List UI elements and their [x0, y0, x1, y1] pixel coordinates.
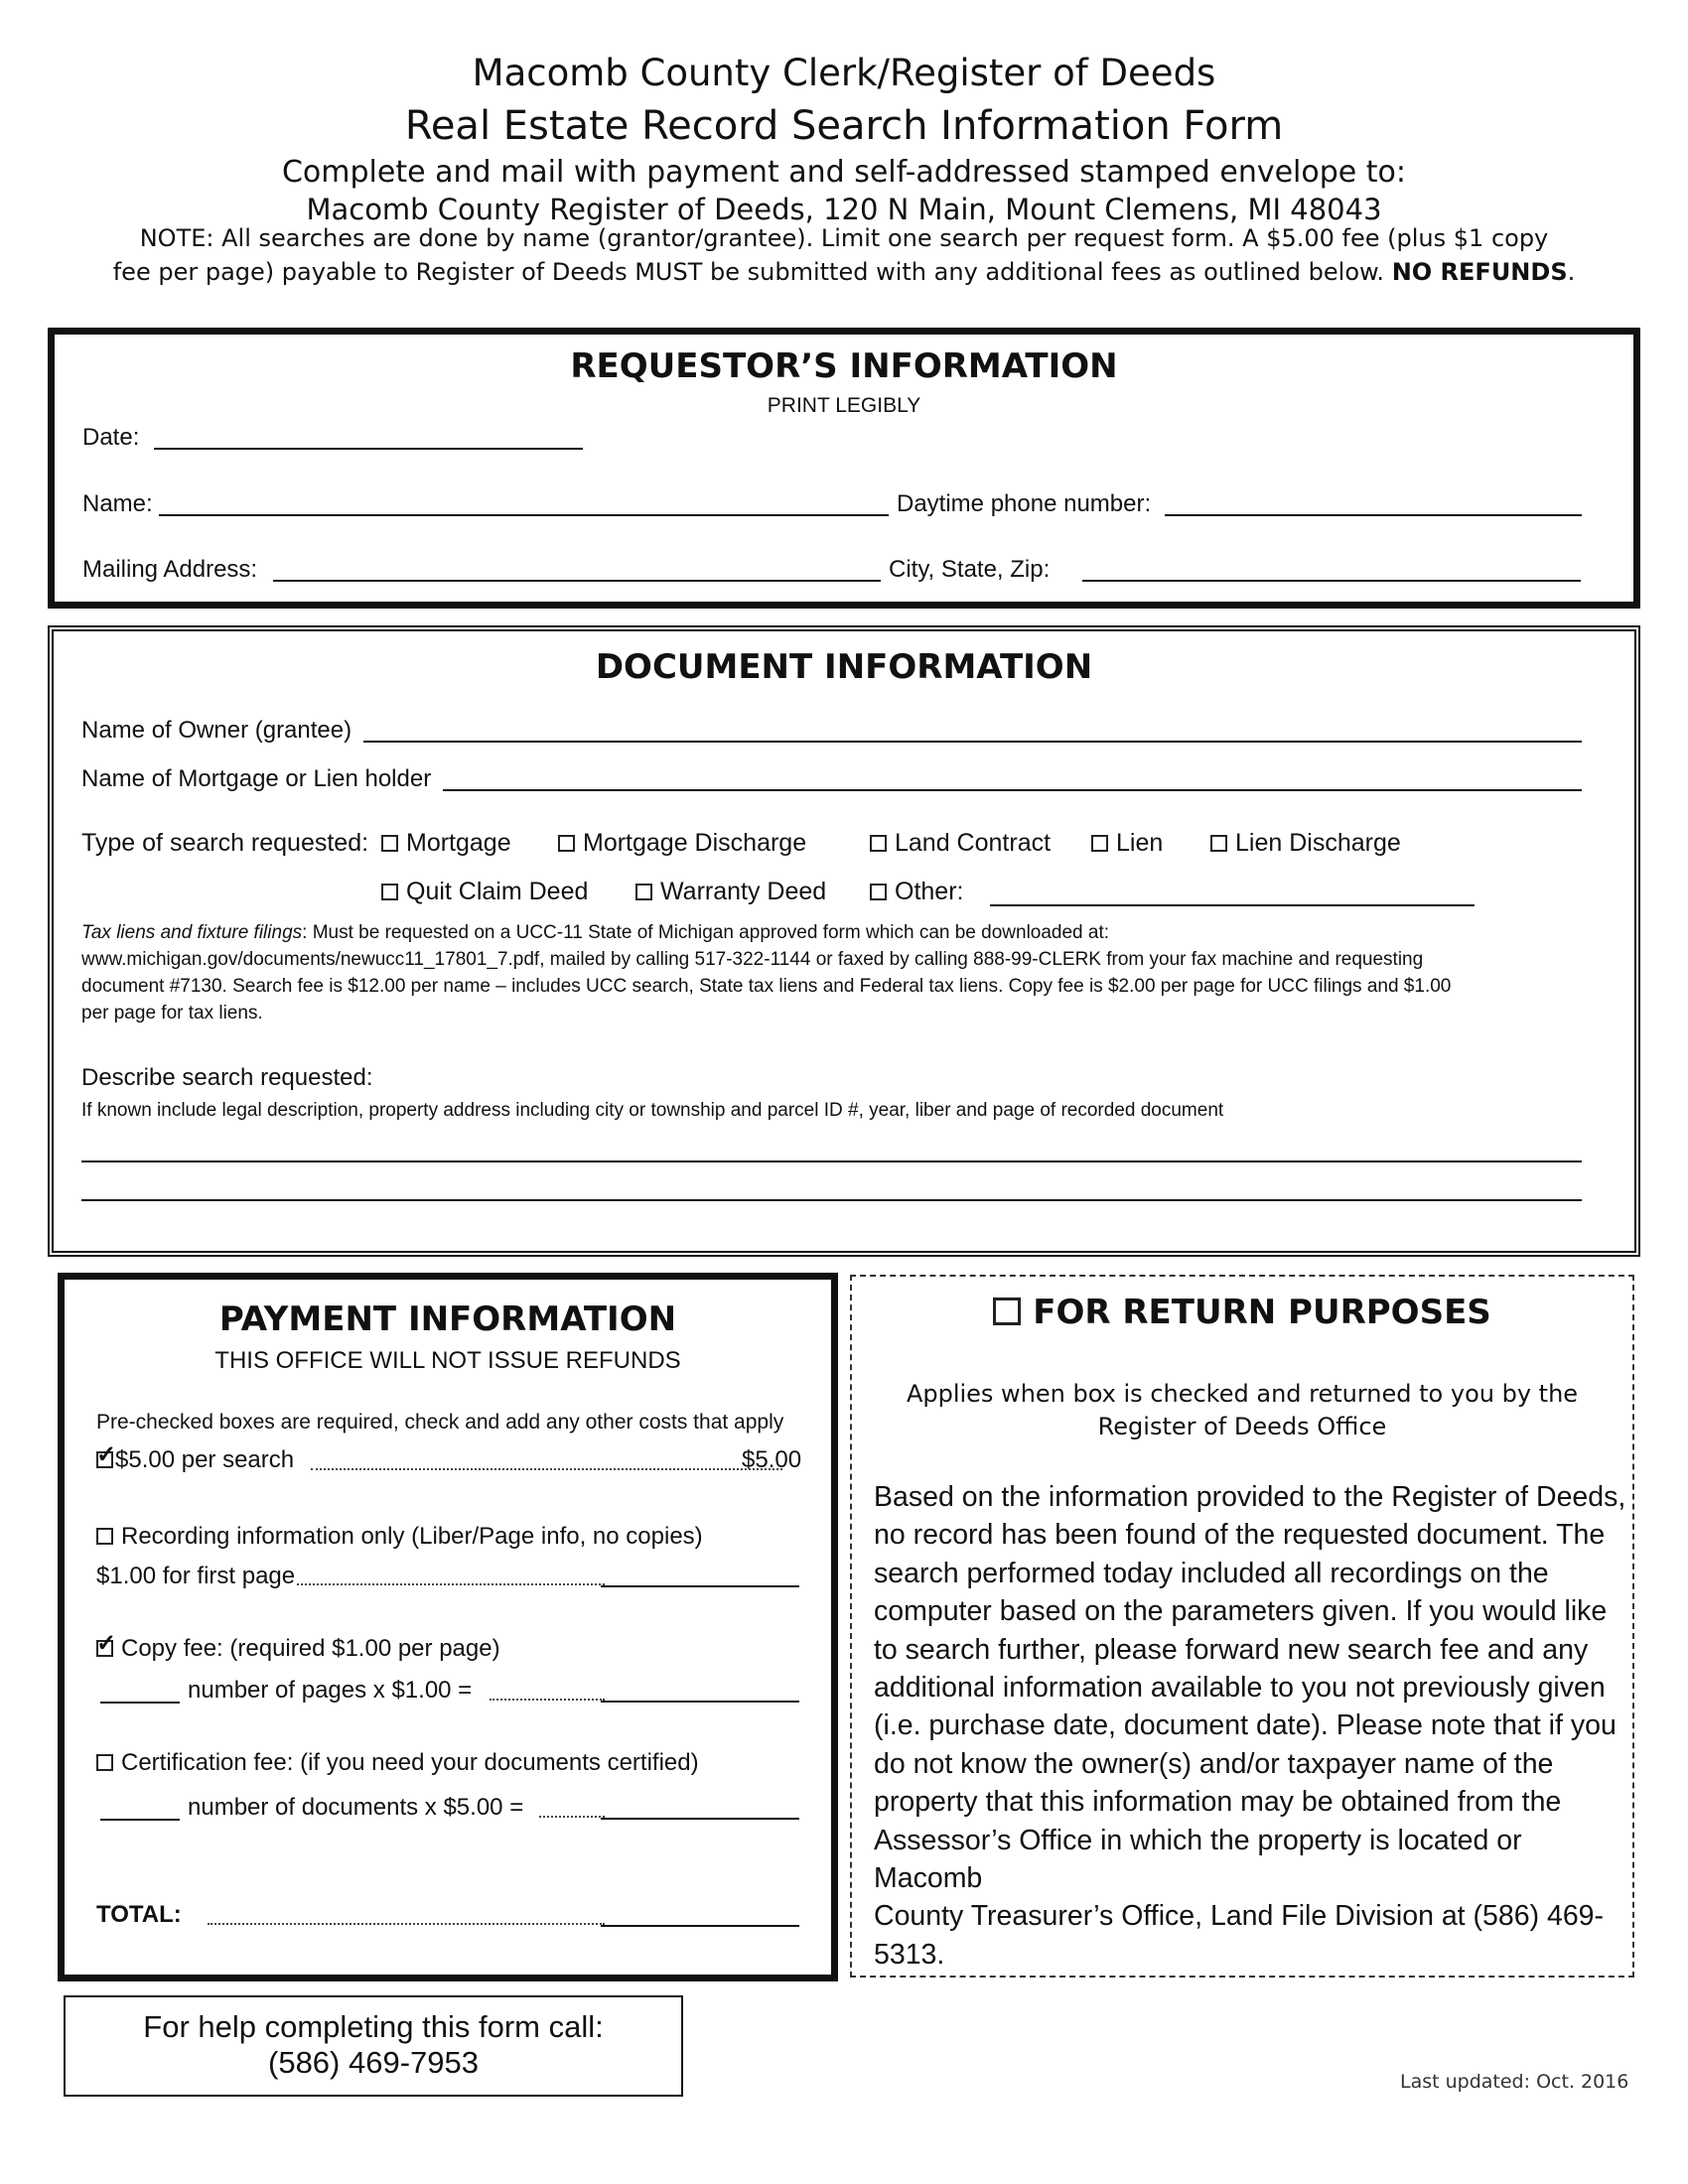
mail-address: Macomb County Register of Deeds, 120 N Main, Mount Clemens, MI 48043	[306, 193, 1382, 226]
owner-label: Name of Owner (grantee)	[81, 717, 352, 744]
checkbox-icon	[993, 1297, 1021, 1325]
leader-dots	[208, 1923, 605, 1925]
describe-field-2[interactable]	[81, 1199, 1582, 1201]
first-page-label: $1.00 for first page	[96, 1563, 296, 1589]
leader-dots	[311, 1468, 782, 1470]
document-title: DOCUMENT INFORMATION	[595, 647, 1093, 687]
leader-dots	[490, 1699, 605, 1701]
pages-label: number of pages x $1.00 =	[188, 1677, 473, 1704]
copy-fee-amount-field[interactable]	[601, 1701, 799, 1703]
option-warranty-deed[interactable]: Warranty Deed	[635, 878, 826, 906]
leader-dots	[539, 1816, 605, 1818]
checkbox-icon	[870, 884, 887, 900]
lien-holder-field[interactable]	[443, 789, 1582, 791]
checkbox-icon	[1210, 835, 1227, 852]
search-type-label: Type of search requested:	[81, 829, 369, 857]
checkbox-icon	[1091, 835, 1108, 852]
checkbox-icon	[870, 835, 887, 852]
return-title[interactable]: FOR RETURN PURPOSES	[852, 1293, 1632, 1332]
return-section	[850, 1275, 1634, 1978]
option-land-contract[interactable]: Land Contract	[870, 829, 1051, 858]
option-lien-discharge[interactable]: Lien Discharge	[1210, 829, 1401, 858]
mail-instructions: Complete and mail with payment and self-addressed stamped envelope to:	[281, 155, 1407, 190]
other-field[interactable]	[990, 904, 1475, 906]
help-box	[64, 1995, 683, 2097]
payment-instructions: Pre-checked boxes are required, check and add any other costs that apply	[96, 1411, 784, 1433]
total-amount-field[interactable]	[601, 1925, 799, 1927]
document-section	[48, 625, 1640, 1257]
return-applies-1: Applies when box is checked and returned to you by the	[906, 1380, 1579, 1408]
option-mortgage[interactable]: Mortgage	[381, 829, 511, 858]
option-other[interactable]: Other:	[870, 878, 963, 906]
requestor-title: REQUESTOR’S INFORMATION	[570, 346, 1118, 386]
requestor-section	[48, 328, 1640, 609]
date-label: Date:	[82, 424, 140, 451]
payment-subtitle: THIS OFFICE WILL NOT ISSUE REFUNDS	[214, 1347, 681, 1374]
address-field[interactable]	[273, 580, 881, 582]
city-field[interactable]	[1082, 580, 1581, 582]
checkbox-icon	[96, 1754, 113, 1771]
total-label: TOTAL:	[96, 1901, 182, 1928]
print-legibly: PRINT LEGIBLY	[767, 394, 921, 417]
copy-fee-item[interactable]: ✓ Copy fee: (required $1.00 per page)	[96, 1630, 500, 1662]
checkbox-icon	[96, 1528, 113, 1545]
address-label: Mailing Address:	[82, 556, 258, 583]
checkbox-icon	[381, 835, 398, 852]
tax-note-italic: Tax liens and fixture filings	[81, 922, 303, 943]
certification-item[interactable]: Certification fee: (if you need your documents certified)	[96, 1749, 699, 1777]
return-applies-2: Register of Deeds Office	[1097, 1413, 1387, 1440]
option-lien[interactable]: Lien	[1091, 829, 1163, 858]
docs-count-field[interactable]	[100, 1819, 180, 1821]
return-body: Based on the information provided to the Register of Deeds, no record has been found of the requested document. The search performed today included all recordings on the computer based on the parameters given. If you would like to search further, please forward new search fee and any additional information available to you not previously given (i.e. purchase date, document date). Please note that if you do not know the owner(s) and/or taxpayer name of the property that this information may be obtained from the Assessor’s Office in which the property is located or Macomb County Treasurer’s Office, Land File Division at (586) 469- 5313.	[874, 1481, 1626, 1971]
help-text: For help completing this form call:	[143, 2009, 604, 2044]
name-label: Name:	[82, 490, 153, 517]
search-fee-item[interactable]: ✓ $5.00 per search	[96, 1441, 295, 1473]
checkbox-checked-icon: ✓	[96, 1441, 117, 1468]
describe-hint: If known include legal description, property address including city or township and parcel ID #, year, liber and page of recorded document	[81, 1100, 1224, 1121]
option-quit-claim-deed[interactable]: Quit Claim Deed	[381, 878, 588, 906]
help-phone: (586) 469-7953	[268, 2045, 479, 2080]
form-agency-title: Macomb County Clerk/Register of Deeds	[472, 52, 1216, 94]
describe-label: Describe search requested:	[81, 1064, 373, 1091]
pages-count-field[interactable]	[100, 1702, 180, 1704]
checkbox-icon	[635, 884, 652, 900]
describe-field-1[interactable]	[81, 1160, 1582, 1162]
no-refunds-text: NO REFUNDS	[1391, 258, 1568, 286]
note-line-1: NOTE: All searches are done by name (grantor/grantee). Limit one search per request form. A $5.00 fee (plus $1 copy	[139, 224, 1549, 252]
checkbox-checked-icon: ✓	[96, 1630, 117, 1657]
note-line-2: fee per page) payable to Register of Deeds MUST be submitted with any additional fees as outlined below. NO REFUNDS.	[112, 258, 1576, 286]
first-page-amount-field[interactable]	[601, 1585, 799, 1587]
form-title: Real Estate Record Search Information Form	[404, 103, 1284, 149]
phone-label: Daytime phone number:	[897, 490, 1152, 517]
cert-fee-amount-field[interactable]	[601, 1818, 799, 1820]
last-updated: Last updated: Oct. 2016	[1400, 2071, 1629, 2093]
payment-title: PAYMENT INFORMATION	[218, 1299, 677, 1339]
search-fee-amount: $5.00	[742, 1446, 802, 1473]
city-label: City, State, Zip:	[889, 556, 1051, 583]
tax-lien-note: Tax liens and fixture filings: Must be requested on a UCC-11 State of Michigan approved form which can be downloaded at: www.michigan.gov/documents/newucc11_17801_7.pdf, mailed by calling 517-322-1144 or faxed by calling 888-99-CLERK from your fax machine and requesting document #7130. Search fee is $12.00 per name – includes UCC search, State tax liens and Federal tax liens. Copy fee is $2.00 per page for UCC filings and $1.00 per page for tax liens.	[81, 922, 1452, 1024]
leader-dots	[297, 1583, 605, 1585]
checkbox-icon	[558, 835, 575, 852]
date-field[interactable]	[154, 448, 583, 450]
checkbox-icon	[381, 884, 398, 900]
name-field[interactable]	[159, 514, 889, 516]
payment-section	[58, 1273, 838, 1981]
recording-info-item[interactable]: Recording information only (Liber/Page info, no copies)	[96, 1523, 703, 1551]
phone-field[interactable]	[1165, 514, 1582, 516]
docs-label: number of documents x $5.00 =	[188, 1794, 524, 1821]
option-mortgage-discharge[interactable]: Mortgage Discharge	[558, 829, 806, 858]
owner-field[interactable]	[363, 741, 1582, 743]
lien-holder-label: Name of Mortgage or Lien holder	[81, 765, 432, 792]
